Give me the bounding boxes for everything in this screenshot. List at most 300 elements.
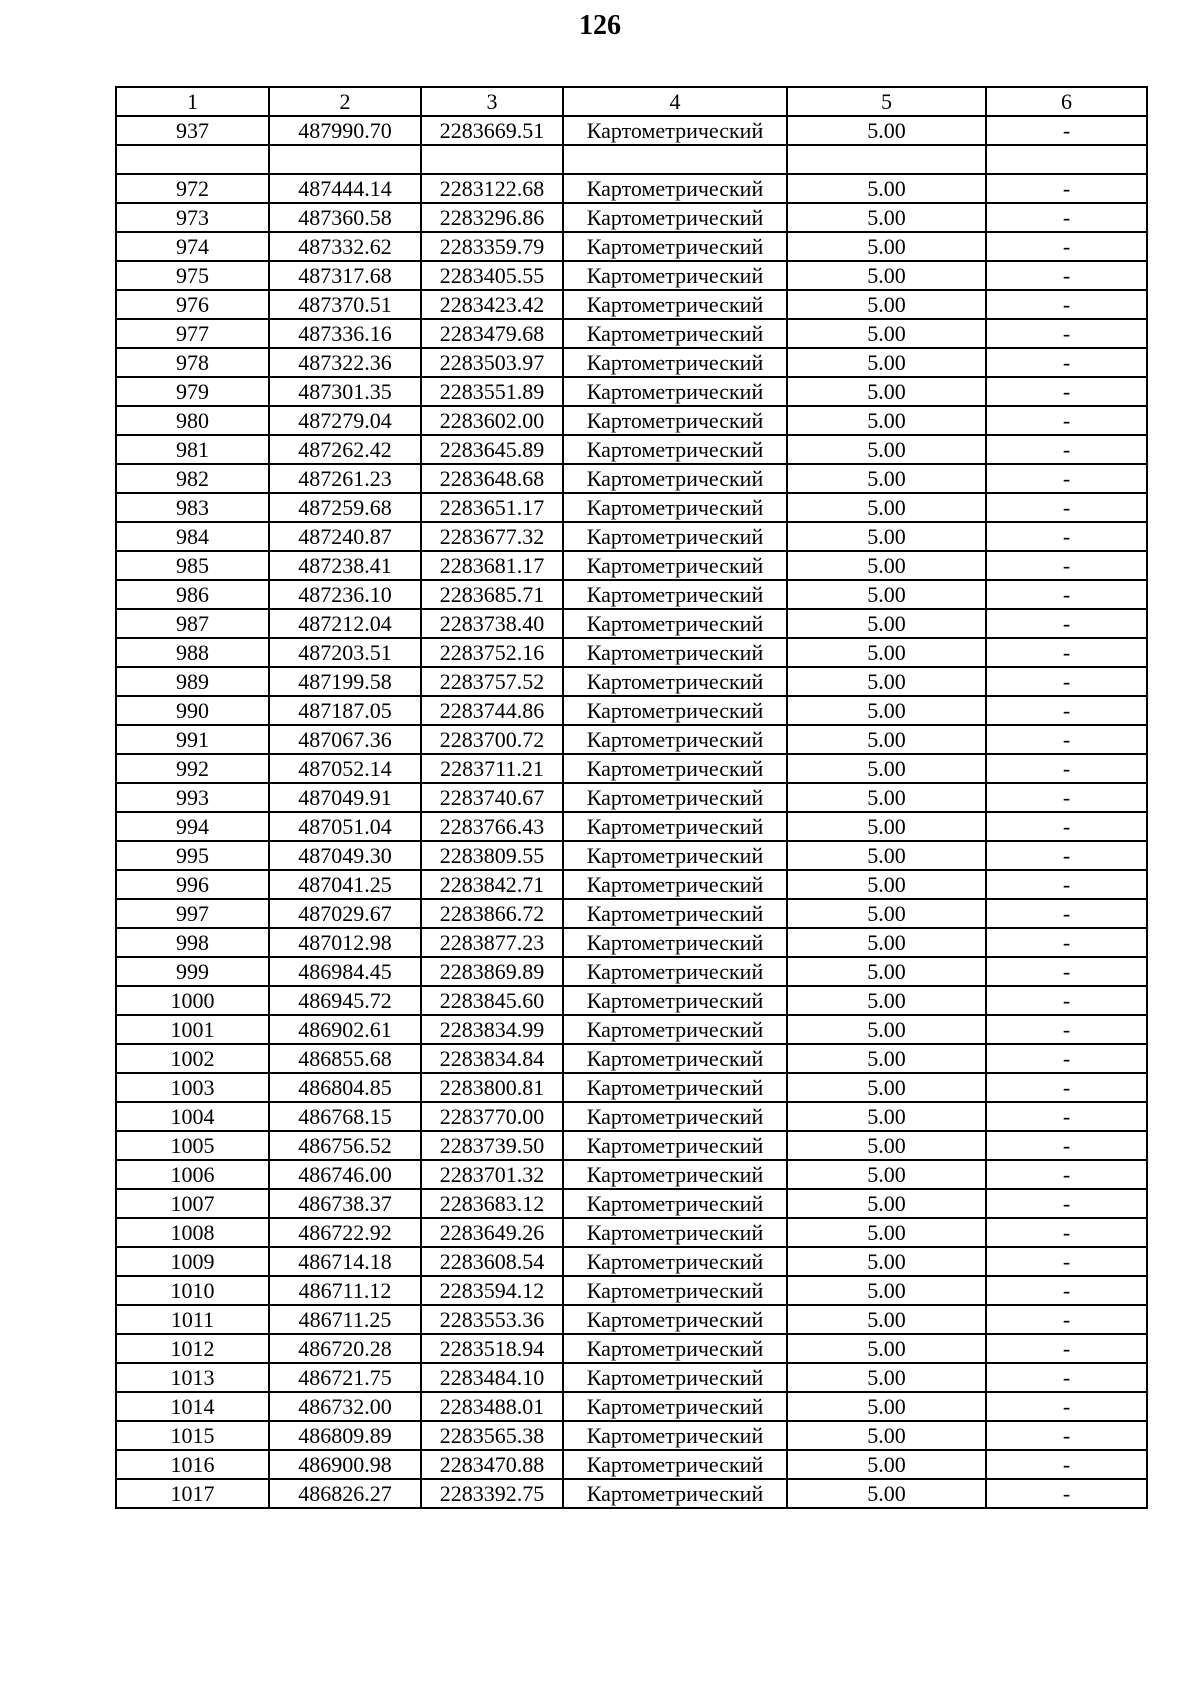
y-coordinate-cell: 2283423.42 [421,290,563,319]
method-cell: Картометрический [563,638,787,667]
note-cell: - [986,377,1147,406]
x-coordinate-cell: 486711.12 [269,1276,421,1305]
method-cell: Картометрический [563,1073,787,1102]
point-number-cell: 980 [116,406,269,435]
note-cell: - [986,1218,1147,1247]
point-number-cell: 997 [116,899,269,928]
y-coordinate-cell: 2283296.86 [421,203,563,232]
x-coordinate-cell: 487360.58 [269,203,421,232]
table-row [116,493,1147,522]
method-cell: Картометрический [563,1015,787,1044]
method-cell: Картометрический [563,899,787,928]
x-coordinate-cell: 487203.51 [269,638,421,667]
y-coordinate-cell: 2283869.89 [421,957,563,986]
method-cell: Картометрический [563,609,787,638]
x-coordinate-cell: 487240.87 [269,522,421,551]
point-number-cell: 983 [116,493,269,522]
x-coordinate-cell: 487199.58 [269,667,421,696]
accuracy-cell: 5.00 [787,435,986,464]
x-coordinate-cell: 486714.18 [269,1247,421,1276]
x-coordinate-cell: 487049.30 [269,841,421,870]
x-coordinate-cell: 487238.41 [269,551,421,580]
table-row [116,1015,1147,1044]
point-number-cell: 981 [116,435,269,464]
method-cell: Картометрический [563,116,787,145]
accuracy-cell: 5.00 [787,1421,986,1450]
y-coordinate-cell: 2283738.40 [421,609,563,638]
x-coordinate-cell: 486826.27 [269,1479,421,1508]
table-row [116,1073,1147,1102]
table-row [116,1044,1147,1073]
y-coordinate-cell: 2283800.81 [421,1073,563,1102]
method-cell: Картометрический [563,986,787,1015]
method-cell: Картометрический [563,1160,787,1189]
note-cell: - [986,696,1147,725]
note-cell: - [986,1044,1147,1073]
accuracy-cell: 5.00 [787,1102,986,1131]
y-coordinate-cell: 2283757.52 [421,667,563,696]
accuracy-cell: 5.00 [787,754,986,783]
y-coordinate-cell: 2283594.12 [421,1276,563,1305]
y-coordinate-cell: 2283565.38 [421,1421,563,1450]
accuracy-cell: 5.00 [787,1247,986,1276]
table-row [116,1421,1147,1450]
x-coordinate-cell: 487049.91 [269,783,421,812]
table-row [116,609,1147,638]
note-cell: - [986,348,1147,377]
note-cell: - [986,725,1147,754]
x-coordinate-cell: 487301.35 [269,377,421,406]
table-row [116,783,1147,812]
note-cell: - [986,1479,1147,1508]
table-row [116,841,1147,870]
point-number-cell: 1005 [116,1131,269,1160]
table-row [116,638,1147,667]
accuracy-cell: 5.00 [787,1189,986,1218]
table-row [116,667,1147,696]
method-cell: Картометрический [563,1102,787,1131]
note-cell: - [986,522,1147,551]
point-number-cell: 985 [116,551,269,580]
y-coordinate-cell: 2283740.67 [421,783,563,812]
table-row [116,812,1147,841]
table-row [116,1392,1147,1421]
method-cell: Картометрический [563,435,787,464]
x-coordinate-cell: 487012.98 [269,928,421,957]
table-row [116,870,1147,899]
y-coordinate-cell: 2283877.23 [421,928,563,957]
accuracy-cell [787,145,986,174]
table-row [116,464,1147,493]
accuracy-cell: 5.00 [787,174,986,203]
accuracy-cell: 5.00 [787,261,986,290]
accuracy-cell: 5.00 [787,1015,986,1044]
note-cell: - [986,638,1147,667]
x-coordinate-cell: 487332.62 [269,232,421,261]
note-cell: - [986,580,1147,609]
table-row [116,986,1147,1015]
x-coordinate-cell: 486711.25 [269,1305,421,1334]
point-number-cell: 987 [116,609,269,638]
point-number-cell: 974 [116,232,269,261]
note-cell: - [986,1189,1147,1218]
page-number: 126 [579,10,621,41]
y-coordinate-cell: 2283770.00 [421,1102,563,1131]
point-number-cell: 1013 [116,1363,269,1392]
point-number-cell: 1007 [116,1189,269,1218]
method-cell: Картометрический [563,551,787,580]
method-cell [563,145,787,174]
point-number-cell: 1003 [116,1073,269,1102]
accuracy-cell: 5.00 [787,116,986,145]
point-number-cell: 1006 [116,1160,269,1189]
table-row [116,348,1147,377]
accuracy-cell: 5.00 [787,551,986,580]
point-number-cell: 1017 [116,1479,269,1508]
method-cell: Картометрический [563,1334,787,1363]
point-number-cell: 982 [116,464,269,493]
x-coordinate-cell: 487041.25 [269,870,421,899]
table-row [116,1363,1147,1392]
x-coordinate-cell: 487336.16 [269,319,421,348]
point-number-cell: 976 [116,290,269,319]
point-number-cell: 995 [116,841,269,870]
note-cell: - [986,870,1147,899]
y-coordinate-cell [421,145,563,174]
accuracy-cell: 5.00 [787,1305,986,1334]
point-number-cell: 1012 [116,1334,269,1363]
x-coordinate-cell: 487261.23 [269,464,421,493]
method-cell: Картометрический [563,522,787,551]
y-coordinate-cell: 2283553.36 [421,1305,563,1334]
table-header-row [116,87,1147,116]
note-cell: - [986,1160,1147,1189]
method-cell: Картометрический [563,754,787,783]
x-coordinate-cell: 486809.89 [269,1421,421,1450]
table-row [116,290,1147,319]
coordinates-table [115,86,1148,1509]
note-cell: - [986,1334,1147,1363]
table-row [116,1160,1147,1189]
table-row [116,580,1147,609]
table-row [116,406,1147,435]
note-cell: - [986,1102,1147,1131]
table-row [116,899,1147,928]
method-cell: Картометрический [563,1247,787,1276]
table-row [116,145,1147,174]
header-cell-6: 6 [986,87,1147,116]
method-cell: Картометрический [563,667,787,696]
point-number-cell: 994 [116,812,269,841]
table-row [116,551,1147,580]
note-cell: - [986,812,1147,841]
point-number-cell: 975 [116,261,269,290]
point-number-cell: 999 [116,957,269,986]
point-number-cell: 991 [116,725,269,754]
table-row [116,754,1147,783]
header-cell-2: 2 [269,87,421,116]
accuracy-cell: 5.00 [787,1450,986,1479]
y-coordinate-cell: 2283479.68 [421,319,563,348]
note-cell: - [986,290,1147,319]
accuracy-cell: 5.00 [787,1131,986,1160]
x-coordinate-cell: 487051.04 [269,812,421,841]
accuracy-cell: 5.00 [787,638,986,667]
method-cell: Картометрический [563,1305,787,1334]
note-cell: - [986,1305,1147,1334]
note-cell: - [986,406,1147,435]
table-row [116,232,1147,261]
accuracy-cell: 5.00 [787,1334,986,1363]
point-number-cell: 1011 [116,1305,269,1334]
accuracy-cell: 5.00 [787,522,986,551]
point-number-cell: 1010 [116,1276,269,1305]
y-coordinate-cell: 2283359.79 [421,232,563,261]
accuracy-cell: 5.00 [787,232,986,261]
x-coordinate-cell: 486732.00 [269,1392,421,1421]
note-cell: - [986,232,1147,261]
accuracy-cell: 5.00 [787,870,986,899]
x-coordinate-cell: 486722.92 [269,1218,421,1247]
method-cell: Картометрический [563,1189,787,1218]
x-coordinate-cell: 487444.14 [269,174,421,203]
method-cell: Картометрический [563,232,787,261]
note-cell: - [986,1363,1147,1392]
method-cell: Картометрический [563,1363,787,1392]
point-number-cell: 977 [116,319,269,348]
point-number-cell: 1008 [116,1218,269,1247]
x-coordinate-cell: 486720.28 [269,1334,421,1363]
method-cell: Картометрический [563,725,787,754]
accuracy-cell: 5.00 [787,1276,986,1305]
y-coordinate-cell: 2283752.16 [421,638,563,667]
y-coordinate-cell: 2283608.54 [421,1247,563,1276]
x-coordinate-cell: 486721.75 [269,1363,421,1392]
table-row [116,261,1147,290]
accuracy-cell: 5.00 [787,406,986,435]
x-coordinate-cell: 486746.00 [269,1160,421,1189]
x-coordinate-cell: 487067.36 [269,725,421,754]
point-number-cell: 996 [116,870,269,899]
method-cell: Картометрический [563,406,787,435]
method-cell: Картометрический [563,493,787,522]
table-row [116,1334,1147,1363]
method-cell: Картометрический [563,203,787,232]
point-number-cell: 990 [116,696,269,725]
accuracy-cell: 5.00 [787,348,986,377]
note-cell: - [986,667,1147,696]
accuracy-cell: 5.00 [787,812,986,841]
note-cell: - [986,1276,1147,1305]
table-row [116,377,1147,406]
method-cell: Картометрический [563,696,787,725]
y-coordinate-cell: 2283739.50 [421,1131,563,1160]
table-row [116,696,1147,725]
method-cell: Картометрический [563,464,787,493]
header-cell-4: 4 [563,87,787,116]
x-coordinate-cell: 486804.85 [269,1073,421,1102]
x-coordinate-cell: 487212.04 [269,609,421,638]
method-cell: Картометрический [563,580,787,609]
table-row [116,725,1147,754]
y-coordinate-cell: 2283701.32 [421,1160,563,1189]
accuracy-cell: 5.00 [787,1363,986,1392]
y-coordinate-cell: 2283681.17 [421,551,563,580]
accuracy-cell: 5.00 [787,667,986,696]
table-row [116,1276,1147,1305]
x-coordinate-cell: 486738.37 [269,1189,421,1218]
point-number-cell: 986 [116,580,269,609]
accuracy-cell: 5.00 [787,783,986,812]
method-cell: Картометрический [563,841,787,870]
note-cell: - [986,899,1147,928]
point-number-cell: 988 [116,638,269,667]
table-row [116,928,1147,957]
point-number-cell: 1000 [116,986,269,1015]
point-number-cell: 984 [116,522,269,551]
note-cell: - [986,1450,1147,1479]
y-coordinate-cell: 2283834.99 [421,1015,563,1044]
method-cell: Картометрический [563,1421,787,1450]
note-cell: - [986,1392,1147,1421]
note-cell: - [986,1015,1147,1044]
method-cell: Картометрический [563,1131,787,1160]
accuracy-cell: 5.00 [787,986,986,1015]
accuracy-cell: 5.00 [787,1160,986,1189]
table-row [116,1247,1147,1276]
y-coordinate-cell: 2283866.72 [421,899,563,928]
x-coordinate-cell: 487322.36 [269,348,421,377]
x-coordinate-cell: 487279.04 [269,406,421,435]
y-coordinate-cell: 2283122.68 [421,174,563,203]
y-coordinate-cell: 2283648.68 [421,464,563,493]
note-cell: - [986,841,1147,870]
y-coordinate-cell: 2283842.71 [421,870,563,899]
accuracy-cell: 5.00 [787,580,986,609]
method-cell: Картометрический [563,174,787,203]
y-coordinate-cell: 2283488.01 [421,1392,563,1421]
x-coordinate-cell: 487236.10 [269,580,421,609]
accuracy-cell: 5.00 [787,696,986,725]
point-number-cell: 973 [116,203,269,232]
x-coordinate-cell: 487262.42 [269,435,421,464]
note-cell: - [986,261,1147,290]
accuracy-cell: 5.00 [787,464,986,493]
table-row [116,1131,1147,1160]
accuracy-cell: 5.00 [787,957,986,986]
table-row [116,1189,1147,1218]
x-coordinate-cell: 486756.52 [269,1131,421,1160]
note-cell: - [986,493,1147,522]
note-cell: - [986,319,1147,348]
note-cell: - [986,464,1147,493]
method-cell: Картометрический [563,1276,787,1305]
note-cell: - [986,551,1147,580]
y-coordinate-cell: 2283392.75 [421,1479,563,1508]
accuracy-cell: 5.00 [787,725,986,754]
table-row [116,1479,1147,1508]
accuracy-cell: 5.00 [787,493,986,522]
point-number-cell [116,145,269,174]
y-coordinate-cell: 2283518.94 [421,1334,563,1363]
y-coordinate-cell: 2283700.72 [421,725,563,754]
y-coordinate-cell: 2283645.89 [421,435,563,464]
table-row [116,1450,1147,1479]
point-number-cell: 993 [116,783,269,812]
accuracy-cell: 5.00 [787,203,986,232]
note-cell [986,145,1147,174]
y-coordinate-cell: 2283503.97 [421,348,563,377]
header-cell-5: 5 [787,87,986,116]
y-coordinate-cell: 2283405.55 [421,261,563,290]
point-number-cell: 992 [116,754,269,783]
point-number-cell: 1016 [116,1450,269,1479]
x-coordinate-cell: 487317.68 [269,261,421,290]
point-number-cell: 972 [116,174,269,203]
y-coordinate-cell: 2283551.89 [421,377,563,406]
x-coordinate-cell: 486855.68 [269,1044,421,1073]
y-coordinate-cell: 2283683.12 [421,1189,563,1218]
note-cell: - [986,1131,1147,1160]
header-cell-3: 3 [421,87,563,116]
y-coordinate-cell: 2283669.51 [421,116,563,145]
note-cell: - [986,1247,1147,1276]
accuracy-cell: 5.00 [787,1044,986,1073]
table-row [116,957,1147,986]
method-cell: Картометрический [563,870,787,899]
point-number-cell: 1004 [116,1102,269,1131]
method-cell: Картометрический [563,1392,787,1421]
accuracy-cell: 5.00 [787,899,986,928]
y-coordinate-cell: 2283649.26 [421,1218,563,1247]
method-cell: Картометрический [563,1044,787,1073]
note-cell: - [986,609,1147,638]
table-row [116,203,1147,232]
y-coordinate-cell: 2283834.84 [421,1044,563,1073]
note-cell: - [986,783,1147,812]
table-body [116,87,1147,1508]
y-coordinate-cell: 2283685.71 [421,580,563,609]
table-row [116,116,1147,145]
x-coordinate-cell: 486902.61 [269,1015,421,1044]
table-row [116,1102,1147,1131]
accuracy-cell: 5.00 [787,1218,986,1247]
point-number-cell: 978 [116,348,269,377]
y-coordinate-cell: 2283651.17 [421,493,563,522]
header-cell-1: 1 [116,87,269,116]
y-coordinate-cell: 2283470.88 [421,1450,563,1479]
method-cell: Картометрический [563,928,787,957]
method-cell: Картометрический [563,319,787,348]
method-cell: Картометрический [563,783,787,812]
point-number-cell: 1001 [116,1015,269,1044]
x-coordinate-cell: 487370.51 [269,290,421,319]
table-row [116,1218,1147,1247]
x-coordinate-cell: 487052.14 [269,754,421,783]
method-cell: Картометрический [563,1218,787,1247]
table-row [116,522,1147,551]
x-coordinate-cell [269,145,421,174]
method-cell: Картометрический [563,261,787,290]
point-number-cell: 1015 [116,1421,269,1450]
y-coordinate-cell: 2283602.00 [421,406,563,435]
method-cell: Картометрический [563,812,787,841]
note-cell: - [986,203,1147,232]
y-coordinate-cell: 2283711.21 [421,754,563,783]
accuracy-cell: 5.00 [787,377,986,406]
y-coordinate-cell: 2283809.55 [421,841,563,870]
y-coordinate-cell: 2283677.32 [421,522,563,551]
